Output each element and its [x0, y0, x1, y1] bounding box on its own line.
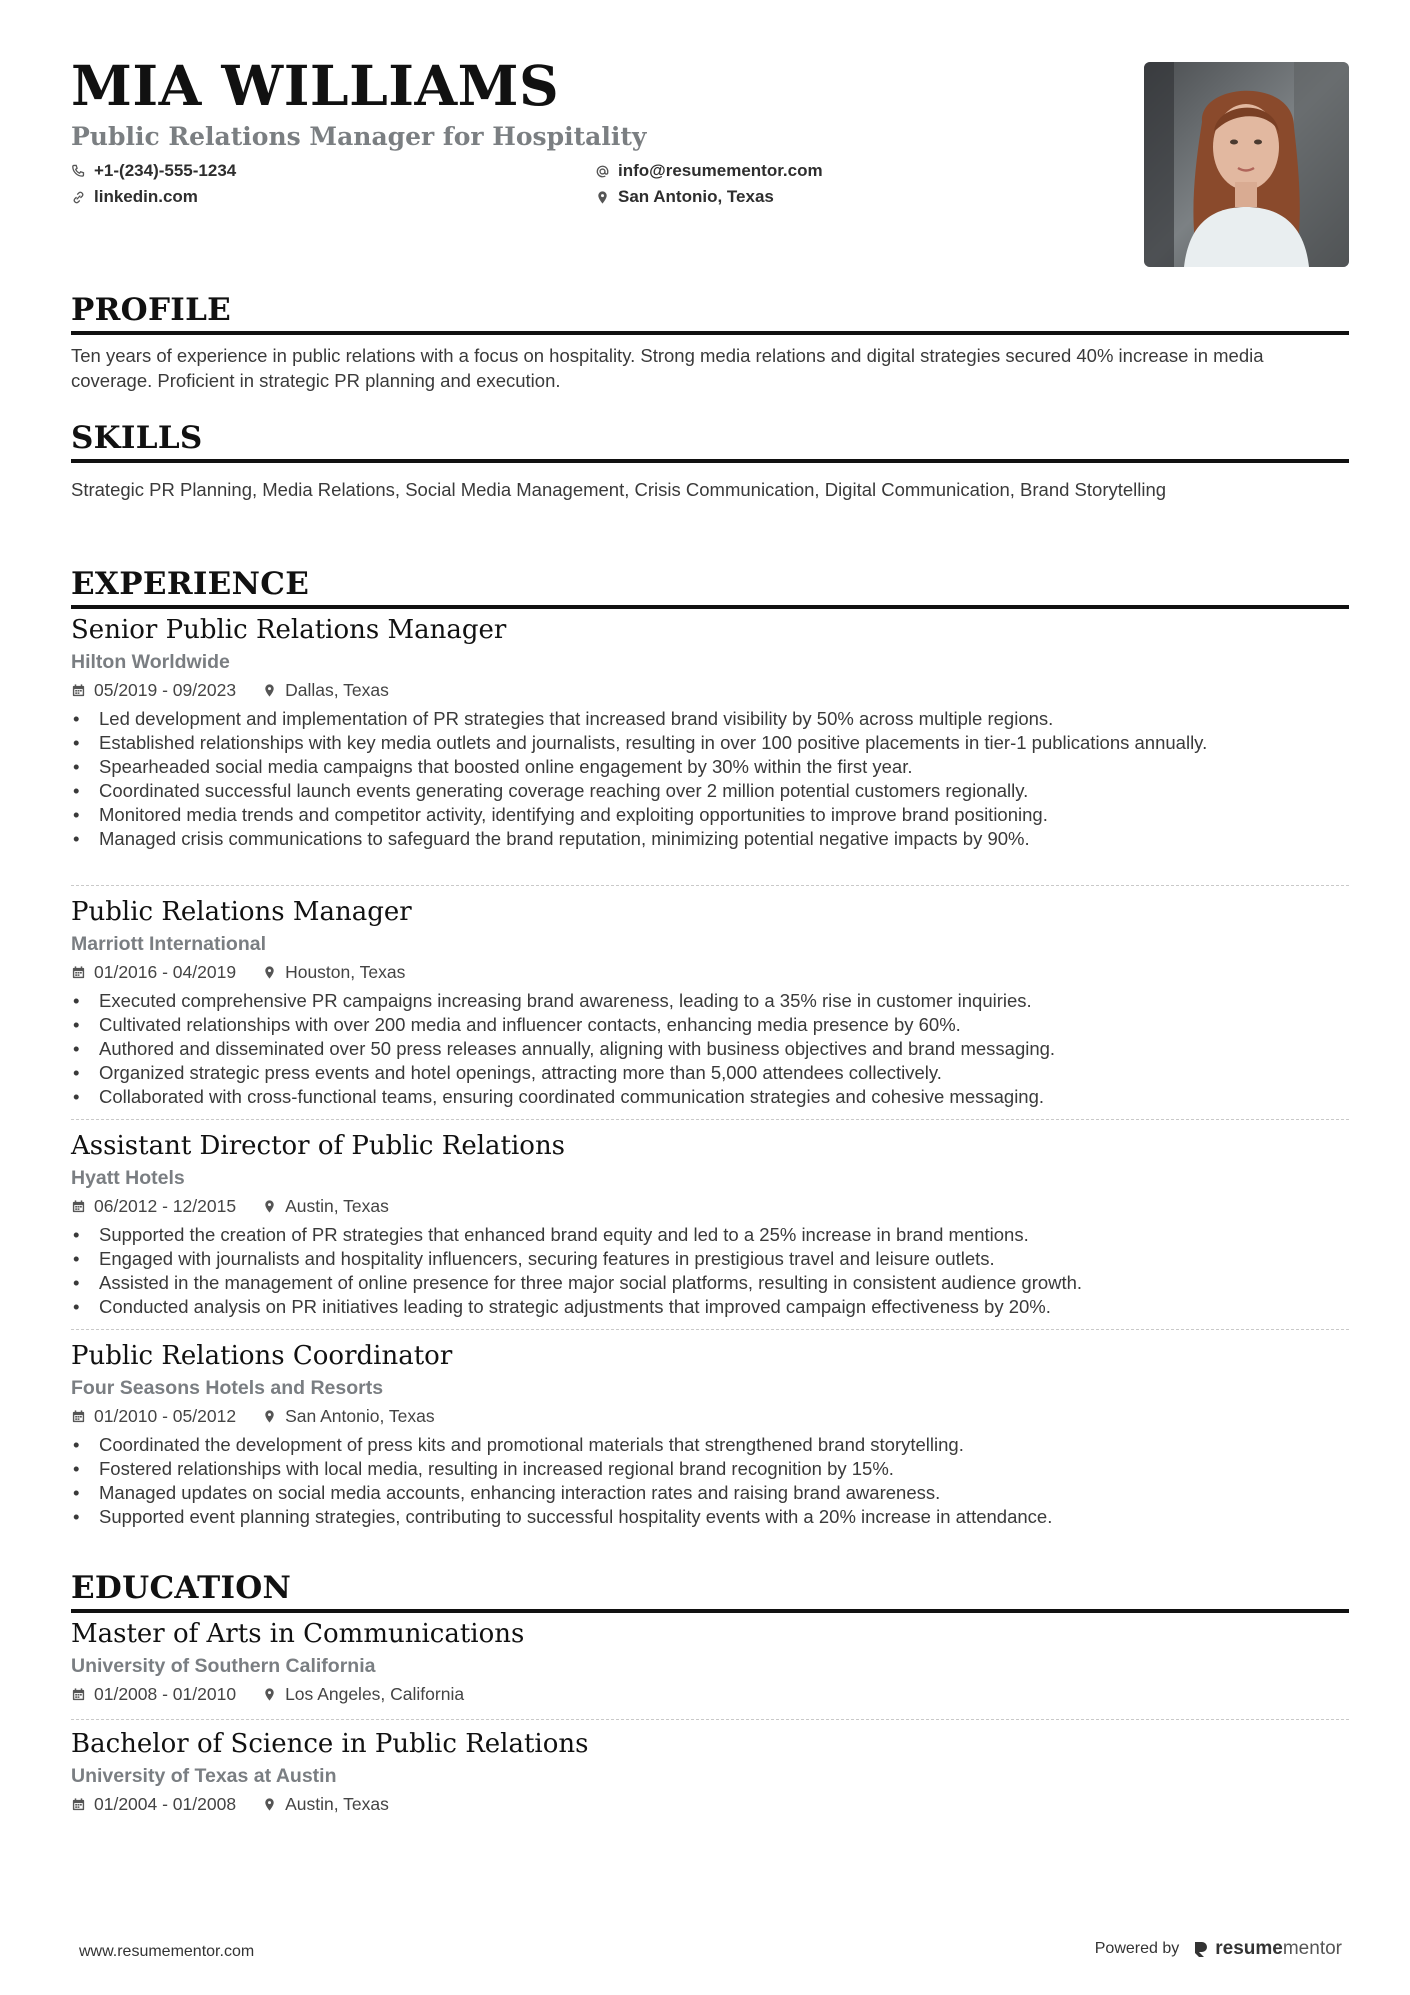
experience-section — [71, 566, 1349, 609]
job-dates: 01/2010 - 05/2012 — [94, 1405, 237, 1426]
phone-icon — [71, 164, 86, 179]
education-entry — [71, 1731, 1349, 1813]
map-pin-icon — [262, 1199, 277, 1214]
job-location: Houston, Texas — [285, 961, 406, 982]
job-title: Public Relations Coordinator — [71, 1341, 453, 1371]
calendar-icon — [71, 965, 86, 980]
skills-section — [71, 420, 1349, 502]
school-name: University of Southern California — [71, 1655, 376, 1677]
bullet-item: • Established relationships with key media outlets and journalists, resulting in over 100 positive placements in tier-1 publications annually. — [71, 731, 1349, 755]
company-name: Marriott International — [71, 933, 267, 955]
skills-heading: SKILLS — [71, 423, 1349, 463]
location-text: San Antonio, Texas — [618, 187, 774, 206]
job-title: Assistant Director of Public Relations — [71, 1131, 566, 1161]
education-location: Los Angeles, California — [285, 1683, 465, 1704]
candidate-title: Public Relations Manager for Hospitality — [71, 122, 647, 151]
job-meta — [71, 679, 1349, 700]
entry-divider — [71, 1719, 1349, 1720]
degree-title: Bachelor of Science in Public Relations — [71, 1729, 589, 1759]
bullet-item: • Coordinated the development of press kits and promotional materials that strengthened brand storytelling. — [71, 1433, 1349, 1457]
bullet-item: • Spearheaded social media campaigns that boosted online engagement by 30% within the first year. — [71, 755, 1349, 779]
job-location: San Antonio, Texas — [285, 1405, 435, 1426]
map-pin-icon — [262, 1409, 277, 1424]
bullet-item: • Authored and disseminated over 50 press releases annually, aligning with business objectives and brand messaging. — [71, 1037, 1349, 1061]
profile-section — [71, 292, 1349, 393]
brand-bold: resume — [1215, 1938, 1283, 1959]
bullet-item: • Executed comprehensive PR campaigns increasing brand awareness, leading to a 35% rise in customer inquiries. — [71, 989, 1349, 1013]
portrait-image — [1144, 62, 1349, 267]
bullet-item: • Led development and implementation of PR strategies that increased brand visibility by 50% across multiple regions. — [71, 707, 1349, 731]
job-dates: 01/2016 - 04/2019 — [94, 961, 237, 982]
job-meta — [71, 1405, 1349, 1426]
calendar-icon — [71, 1687, 86, 1702]
contact-email — [595, 161, 823, 181]
linkedin-text[interactable]: linkedin.com — [94, 187, 198, 206]
resumementor-logo-icon — [1193, 1940, 1209, 1958]
education-location: Austin, Texas — [285, 1793, 389, 1814]
calendar-icon — [71, 1409, 86, 1424]
calendar-icon — [71, 1797, 86, 1812]
resume-page — [71, 0, 1349, 1995]
map-pin-icon — [262, 1797, 277, 1812]
calendar-icon — [71, 683, 86, 698]
powered-by-label: Powered by — [1094, 1940, 1180, 1957]
job-dates: 06/2012 - 12/2015 — [94, 1195, 237, 1216]
experience-entry — [71, 1343, 1349, 1529]
bullet-item: • Monitored media trends and competitor activity, identifying and exploiting opportunities to improve brand positioning. — [71, 803, 1349, 827]
email-text[interactable]: info@resumementor.com — [618, 161, 823, 180]
bullet-item: • Assisted in the management of online presence for three major social platforms, resulting in consistent audience growth. — [71, 1271, 1349, 1295]
education-heading: EDUCATION — [71, 1573, 1349, 1613]
job-location: Austin, Texas — [285, 1195, 389, 1216]
map-pin-icon — [262, 965, 277, 980]
education-meta — [71, 1793, 1349, 1814]
footer-website[interactable]: www.resumementor.com — [79, 1943, 255, 1960]
experience-entry — [71, 1133, 1349, 1319]
job-bullets — [71, 707, 1349, 851]
bullet-item: • Coordinated successful launch events generating coverage reaching over 2 million potential customers regionally. — [71, 779, 1349, 803]
calendar-icon — [71, 1199, 86, 1214]
education-entry — [71, 1621, 1349, 1703]
map-pin-icon — [595, 190, 610, 205]
entry-divider — [71, 1329, 1349, 1330]
job-bullets — [71, 989, 1349, 1109]
job-location: Dallas, Texas — [285, 679, 389, 700]
profile-text: Ten years of experience in public relations with a focus on hospitality. Strong media relations and digital strategies secured 40% increase in media coverage. Proficient in strategic PR planning and execution. — [71, 345, 1264, 391]
at-icon — [595, 164, 610, 179]
company-name: Hyatt Hotels — [71, 1167, 185, 1189]
bullet-item: • Supported event planning strategies, contributing to successful hospitality events with a 20% increase in attendance. — [71, 1505, 1349, 1529]
experience-entry — [71, 899, 1349, 1109]
bullet-item: • Conducted analysis on PR initiatives leading to strategic adjustments that improved campaign effectiveness by 20%. — [71, 1295, 1349, 1319]
phone-text[interactable]: +1-(234)-555-1234 — [94, 161, 237, 180]
job-title: Public Relations Manager — [71, 897, 412, 927]
job-bullets — [71, 1223, 1349, 1319]
education-section — [71, 1570, 1349, 1613]
contact-location — [595, 187, 774, 207]
job-meta — [71, 961, 1349, 982]
job-meta — [71, 1195, 1349, 1216]
job-bullets — [71, 1433, 1349, 1529]
resumementor-logo[interactable] — [1193, 1938, 1342, 1960]
map-pin-icon — [262, 683, 277, 698]
job-dates: 05/2019 - 09/2023 — [94, 679, 237, 700]
experience-entry — [71, 617, 1349, 851]
education-meta — [71, 1683, 1349, 1704]
brand-light: mentor — [1282, 1938, 1342, 1959]
bullet-item: • Managed crisis communications to safeguard the brand reputation, minimizing potential negative impacts by 90%. — [71, 827, 1349, 851]
bullet-item: • Engaged with journalists and hospitality influencers, securing features in prestigious travel and leisure outlets. — [71, 1247, 1349, 1271]
contact-linkedin — [71, 187, 198, 207]
bullet-item: • Organized strategic press events and hotel openings, attracting more than 5,000 attendees collectively. — [71, 1061, 1349, 1085]
entry-divider — [71, 885, 1349, 886]
education-dates: 01/2004 - 01/2008 — [94, 1793, 237, 1814]
bullet-item: • Collaborated with cross-functional teams, ensuring coordinated communication strategies and cohesive messaging. — [71, 1085, 1349, 1109]
degree-title: Master of Arts in Communications — [71, 1619, 525, 1649]
bullet-item: • Cultivated relationships with over 200 media and influencer contacts, enhancing media presence by 60%. — [71, 1013, 1349, 1037]
contact-phone — [71, 161, 236, 181]
school-name: University of Texas at Austin — [71, 1765, 337, 1787]
footer-powered — [1095, 1938, 1342, 1960]
profile-heading: PROFILE — [71, 295, 1349, 335]
link-icon — [71, 190, 86, 205]
experience-heading: EXPERIENCE — [71, 569, 1349, 609]
job-title: Senior Public Relations Manager — [71, 615, 507, 645]
map-pin-icon — [262, 1687, 277, 1702]
bullet-item: • Supported the creation of PR strategies that enhanced brand equity and led to a 25% increase in brand mentions. — [71, 1223, 1349, 1247]
education-dates: 01/2008 - 01/2010 — [94, 1683, 237, 1704]
candidate-name: MIA WILLIAMS — [71, 53, 560, 118]
company-name: Hilton Worldwide — [71, 651, 230, 673]
bullet-item: • Managed updates on social media accounts, enhancing interaction rates and raising brand awareness. — [71, 1481, 1349, 1505]
entry-divider — [71, 1119, 1349, 1120]
bullet-item: • Fostered relationships with local media, resulting in increased regional brand recognition by 15%. — [71, 1457, 1349, 1481]
company-name: Four Seasons Hotels and Resorts — [71, 1377, 384, 1399]
skills-text: Strategic PR Planning, Media Relations, Social Media Management, Crisis Communication, Digital Communication, Brand Storytelling — [71, 479, 1167, 500]
profile-photo — [1144, 62, 1349, 267]
